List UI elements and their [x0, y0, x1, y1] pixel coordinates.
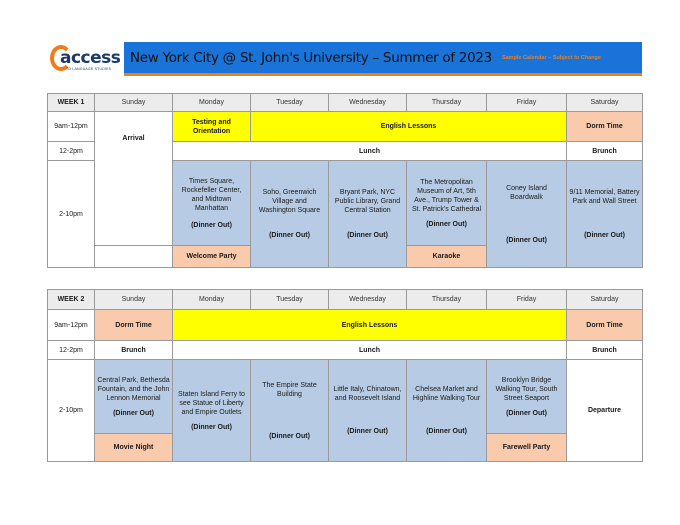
week2-evening-row: [48, 360, 643, 434]
week2-movie-night: Movie Night: [95, 434, 173, 462]
week2-morning-row: [48, 310, 643, 341]
week2-header-row: [48, 290, 643, 310]
activity-text: Little Italy, Chinatown, and Roosevelt Island: [333, 386, 402, 402]
week1-karaoke: Karaoke: [407, 246, 487, 268]
week1-table: [47, 93, 643, 268]
week2-thursday-activity: [407, 360, 487, 462]
activity-text: Bryant Park, NYC Public Library, Grand Central Station: [334, 189, 401, 214]
day-header-saturday: Saturday: [567, 94, 643, 112]
time-evening: 2-10pm: [48, 161, 95, 268]
week2-sunday-activity: [95, 360, 173, 434]
activity-text: The Empire State Building: [262, 381, 317, 398]
dinner-out: (Dinner Out): [269, 232, 310, 239]
week1-label: WEEK 1: [48, 94, 95, 112]
week2-sunday-brunch: Brunch: [95, 341, 173, 360]
dinner-out: (Dinner Out): [347, 232, 388, 239]
week1-saturday-morning: Dorm Time: [567, 112, 643, 142]
week2-tuesday-activity: [251, 360, 329, 462]
week2-wednesday-activity: [329, 360, 407, 462]
dinner-out: (Dinner Out): [191, 221, 232, 229]
week1-saturday-brunch: Brunch: [567, 142, 643, 161]
week1-monday-morning: Testing and Orientation: [173, 112, 251, 142]
day-header-sunday: Sunday: [95, 290, 173, 310]
activity-text: Central Park, Bethesda Fountain, and the John Lennon Memorial: [97, 376, 170, 402]
activity-text: Coney Island Boardwalk: [506, 184, 547, 201]
dinner-out: (Dinner Out): [113, 409, 154, 417]
activity-text: Brooklyn Bridge Walking Tour, South Street Seaport: [495, 376, 558, 402]
week2-lunch-row: [48, 341, 643, 360]
activity-text: Chelsea Market and Highline Walking Tour: [412, 386, 481, 402]
time-morning: 9am-12pm: [48, 112, 95, 142]
day-header-sunday: Sunday: [95, 94, 173, 112]
time-lunch: 12-2pm: [48, 341, 95, 360]
day-header-tuesday: Tuesday: [251, 290, 329, 310]
week1-sunday-evening: [95, 246, 173, 268]
week1-thursday-activity: [407, 161, 487, 246]
week2-lunch: Lunch: [173, 341, 567, 360]
dinner-out: (Dinner Out): [584, 232, 625, 239]
day-header-friday: Friday: [487, 290, 567, 310]
day-header-monday: Monday: [173, 94, 251, 112]
week2-farewell-party: Farewell Party: [487, 434, 567, 462]
time-morning: 9am-12pm: [48, 310, 95, 341]
week1-morning-row: [48, 112, 643, 142]
calendar-header: [48, 42, 642, 76]
week1-welcome-party: Welcome Party: [173, 246, 251, 268]
activity-text: Times Square, Rockefeller Center, and Midtown Manhattan: [181, 177, 242, 212]
title-banner: [124, 42, 642, 76]
dinner-out: (Dinner Out): [191, 423, 232, 431]
week2-saturday-brunch: Brunch: [567, 341, 643, 360]
activity-text: The Metropolitan Museum of Art, 5th Ave., Trump Tower & St. Patrick's Cathedral: [411, 178, 482, 213]
dinner-out: (Dinner Out): [506, 409, 547, 417]
day-header-saturday: Saturday: [567, 290, 643, 310]
week1-english-lessons: English Lessons: [251, 112, 567, 142]
dinner-out: (Dinner Out): [506, 236, 547, 244]
dinner-out: (Dinner Out): [426, 220, 467, 228]
day-header-tuesday: Tuesday: [251, 94, 329, 112]
page-title: New York City @ St. John's University – Summer of 2023: [130, 49, 492, 66]
calendar-note: Sample Calendar – Subject to Change: [501, 54, 601, 61]
week2-monday-activity: [173, 360, 251, 462]
week1-saturday-activity: [567, 161, 643, 268]
week1-wednesday-activity: [329, 161, 407, 268]
access-logo: [48, 42, 124, 76]
week2-label: WEEK 2: [48, 290, 95, 310]
week2-saturday-departure: Departure: [567, 360, 643, 462]
dinner-out: (Dinner Out): [347, 428, 388, 435]
day-header-wednesday: Wednesday: [329, 94, 407, 112]
time-evening: 2-10pm: [48, 360, 95, 462]
day-header-thursday: Thursday: [407, 290, 487, 310]
day-header-monday: Monday: [173, 290, 251, 310]
week2-friday-activity: [487, 360, 567, 434]
week1-tuesday-activity: [251, 161, 329, 268]
week1-lunch: Lunch: [173, 142, 567, 161]
activity-text: 9/11 Memorial, Battery Park and Wall Street: [569, 189, 640, 205]
week2-sunday-morning: Dorm Time: [95, 310, 173, 341]
week1-friday-activity: [487, 161, 567, 268]
activity-text: Staten Island Ferry to see Statue of Liberty and Empire Outlets: [178, 390, 245, 416]
week2-table: [47, 289, 643, 462]
activity-text: Soho, Greenwich Village and Washington Square: [258, 189, 321, 214]
dinner-out: (Dinner Out): [269, 432, 310, 440]
logo-wordmark: access: [60, 48, 121, 68]
day-header-friday: Friday: [487, 94, 567, 112]
week1-monday-activity: [173, 161, 251, 246]
dinner-out: (Dinner Out): [426, 428, 467, 435]
logo-subtext: TO LANGUAGE STUDIES: [66, 67, 112, 71]
day-header-thursday: Thursday: [407, 94, 487, 112]
week1-sunday-arrival: Arrival: [95, 112, 173, 246]
week2-english-lessons: English Lessons: [173, 310, 567, 341]
time-lunch: 12-2pm: [48, 142, 95, 161]
week2-saturday-morning: Dorm Time: [567, 310, 643, 341]
day-header-wednesday: Wednesday: [329, 290, 407, 310]
week1-header-row: [48, 94, 643, 112]
